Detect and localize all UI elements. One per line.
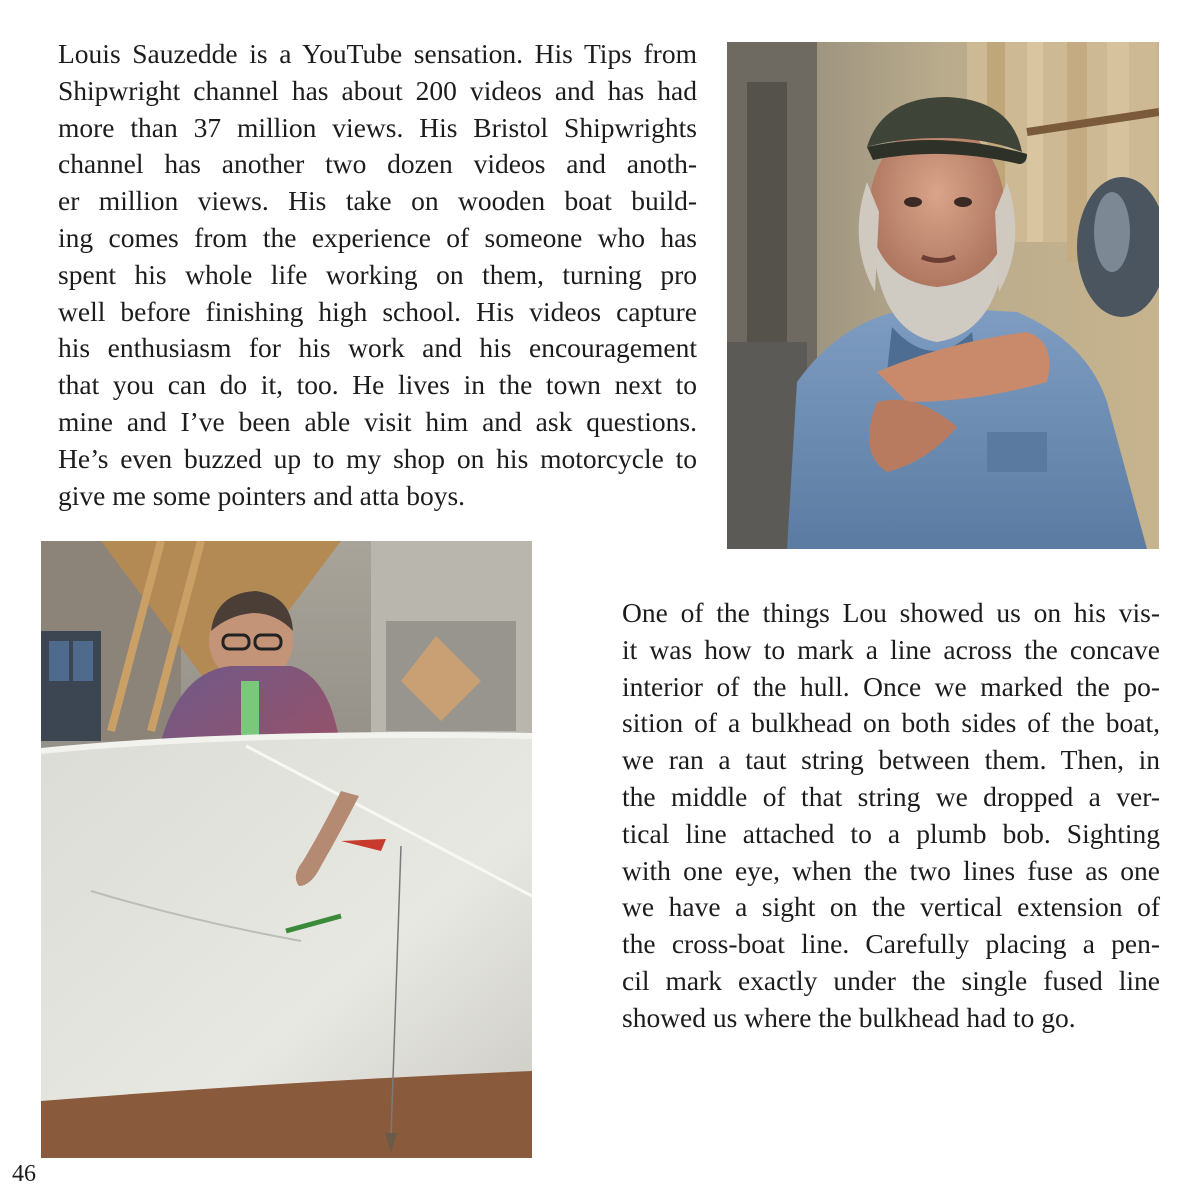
text-line: more than 37 million views. His Bristol Shipwrights — [58, 111, 697, 143]
portrait-photo-illustration — [727, 42, 1159, 549]
text-line: we ran a taut string between them. Then, in — [622, 744, 1160, 776]
text-line: Louis Sauzedde is a YouTube sensation. His Tips from — [58, 38, 697, 69]
text-line: with one eye, when the two lines fuse as one — [622, 854, 1160, 886]
text-line: mine and I’ve been able visit him and ask questions. — [58, 405, 697, 437]
text-line: channel has another two dozen videos and anoth- — [58, 148, 697, 180]
text-line: spent his whole life working on them, turning pro — [58, 258, 697, 290]
text-line: it was how to mark a line across the concave — [622, 633, 1160, 665]
text-line: the cross-boat line. Carefully placing a pen- — [622, 928, 1160, 960]
text-line: ing comes from the experience of someone who has — [58, 221, 697, 253]
text-line: One of the things Lou showed us on his vis- — [622, 597, 1160, 628]
text-line: showed us where the bulkhead had to go. — [622, 1001, 1076, 1033]
text-line: that you can do it, too. He lives in the town next to — [58, 369, 697, 401]
text-line: well before finishing high school. His videos capture — [58, 295, 697, 327]
portrait-photo — [727, 42, 1159, 549]
paragraph-bulkhead-marking — [604, 595, 1160, 1037]
text-line: give me some pointers and atta boys. — [58, 479, 466, 511]
text-line: interior of the hull. Once we marked the po- — [622, 670, 1160, 702]
text-line: cil mark exactly under the single fused line — [622, 964, 1160, 996]
text-line: er million views. His take on wooden boat build- — [58, 185, 697, 217]
hull-marking-photo — [41, 541, 532, 1158]
text-line: Shipwright channel has about 200 videos and has had — [58, 74, 697, 106]
text-line: tical line attached to a plumb bob. Sighting — [622, 817, 1160, 849]
page-number: 46 — [12, 1161, 36, 1187]
text-line: we have a sight on the vertical extension of — [622, 891, 1160, 923]
text-line: his enthusiasm for his work and his encouragement — [58, 332, 697, 364]
paragraph-louis-sauzedde — [42, 36, 697, 514]
text-line: He’s even buzzed up to my shop on his motorcycle to — [58, 442, 697, 474]
hull-photo-illustration — [41, 541, 532, 1158]
text-line: the middle of that string we dropped a ver- — [622, 780, 1160, 812]
text-line: sition of a bulkhead on both sides of the boat, — [622, 707, 1160, 739]
